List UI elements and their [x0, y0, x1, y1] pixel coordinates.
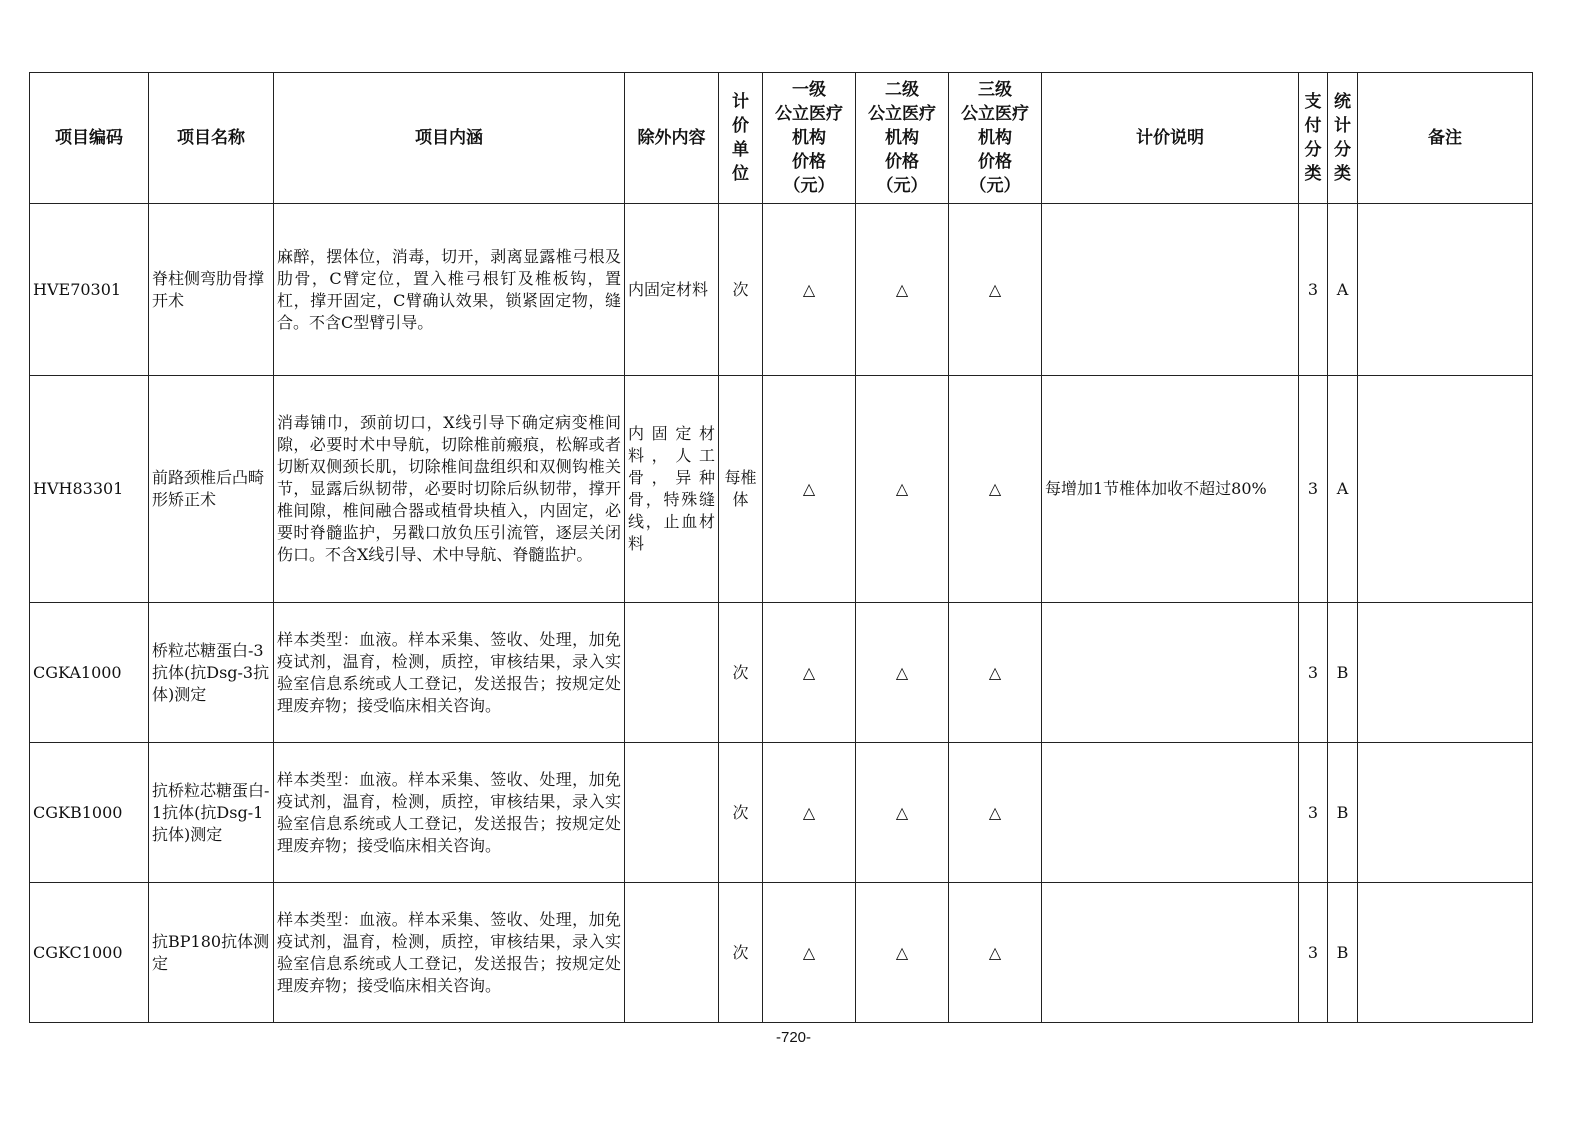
item-stat-class: A: [1328, 376, 1358, 603]
table-row: [30, 376, 1533, 603]
item-level1-price: △: [763, 204, 856, 376]
item-name: 抗BP180抗体测定: [149, 883, 274, 1023]
item-level1-price: △: [763, 376, 856, 603]
header-level1-line: （元）: [783, 176, 835, 196]
header-payment-class-label: 支付分类: [1304, 92, 1322, 184]
item-level1-price: △: [763, 883, 856, 1023]
header-stat-class-label: 统计分类: [1334, 92, 1351, 184]
item-payment-class: 3: [1299, 204, 1328, 376]
header-name: 项目名称: [149, 73, 274, 204]
item-pricing-note: [1042, 743, 1299, 883]
item-code: HVH83301: [30, 376, 149, 603]
item-code: CGKB1000: [30, 743, 149, 883]
header-level1-price: [763, 73, 856, 204]
item-level3-price: △: [949, 743, 1042, 883]
item-name: 桥粒芯糖蛋白-3抗体(抗Dsg-3抗体)测定: [149, 603, 274, 743]
item-level2-price: △: [856, 603, 949, 743]
item-pricing-note: 每增加1节椎体加收不超过80%: [1042, 376, 1299, 603]
item-payment-class: 3: [1299, 883, 1328, 1023]
header-level2-line: 公立医疗: [868, 104, 936, 124]
item-name: 脊柱侧弯肋骨撑开术: [149, 204, 274, 376]
item-content: 样本类型：血液。样本采集、签收、处理，加免疫试剂，温育，检测，质控，审核结果，录入实验室信息系统或人工登记，发送报告；按规定处理废弃物；接受临床相关咨询。: [274, 743, 625, 883]
pricing-table: [29, 72, 1533, 1023]
item-payment-class: 3: [1299, 603, 1328, 743]
header-level3-price: [949, 73, 1042, 204]
header-content: 项目内涵: [274, 73, 625, 204]
item-content: 麻醉，摆体位，消毒，切开，剥离显露椎弓根及肋骨，C臂定位，置入椎弓根钉及椎板钩，置杠，撑开固定，C臂确认效果，锁紧固定物，缝合。不含C型臂引导。: [274, 204, 625, 376]
header-stat-class: [1328, 73, 1358, 204]
item-unit: 次: [719, 603, 763, 743]
header-level1-line: 机构: [792, 128, 826, 148]
item-remarks: [1358, 204, 1533, 376]
header-unit-label: 计价单位: [732, 92, 749, 184]
header-level3-line: 价格: [978, 152, 1012, 172]
item-excluded: 内固定材料，人工骨，异种骨，特殊缝线，止血材料: [625, 376, 719, 603]
item-code: CGKC1000: [30, 883, 149, 1023]
item-unit: 次: [719, 743, 763, 883]
item-unit: 次: [719, 883, 763, 1023]
item-name: 抗桥粒芯糖蛋白-1抗体(抗Dsg-1抗体)测定: [149, 743, 274, 883]
item-content: 样本类型：血液。样本采集、签收、处理，加免疫试剂，温育，检测，质控，审核结果，录入实验室信息系统或人工登记，发送报告；按规定处理废弃物；接受临床相关咨询。: [274, 883, 625, 1023]
item-stat-class: B: [1328, 603, 1358, 743]
item-pricing-note: [1042, 603, 1299, 743]
item-payment-class: 3: [1299, 743, 1328, 883]
header-level3-line: （元）: [969, 176, 1021, 196]
item-stat-class: A: [1328, 204, 1358, 376]
item-remarks: [1358, 743, 1533, 883]
header-level2-price: [856, 73, 949, 204]
item-level2-price: △: [856, 204, 949, 376]
item-content: 样本类型：血液。样本采集、签收、处理，加免疫试剂，温育，检测，质控，审核结果，录入实验室信息系统或人工登记，发送报告；按规定处理废弃物；接受临床相关咨询。: [274, 603, 625, 743]
header-level1-line: 公立医疗: [775, 104, 843, 124]
item-level3-price: △: [949, 883, 1042, 1023]
table-row: [30, 603, 1533, 743]
item-content: 消毒铺巾，颈前切口，X线引导下确定病变椎间隙，必要时术中导航，切除椎前瘢痕，松解或者切断双侧颈长肌，切除椎间盘组织和双侧钩椎关节，显露后纵韧带，必要时切除后纵韧带，撑开椎间隙，椎间融合器或植骨块植入，内固定，必要时脊髓监护，另戳口放负压引流管，逐层关闭伤口。不含X线引导、术中导航、脊髓监护。: [274, 376, 625, 603]
item-unit: 每椎体: [719, 376, 763, 603]
header-row: [30, 73, 1533, 204]
item-excluded: [625, 603, 719, 743]
header-code: 项目编码: [30, 73, 149, 204]
item-pricing-note: [1042, 883, 1299, 1023]
item-level1-price: △: [763, 603, 856, 743]
header-level1-line: 价格: [792, 152, 826, 172]
item-pricing-note: [1042, 204, 1299, 376]
item-remarks: [1358, 603, 1533, 743]
item-level2-price: △: [856, 376, 949, 603]
item-unit: 次: [719, 204, 763, 376]
table-row: [30, 883, 1533, 1023]
item-code: CGKA1000: [30, 603, 149, 743]
table-row: [30, 204, 1533, 376]
header-pricing-note: 计价说明: [1042, 73, 1299, 204]
header-level3-line: 机构: [978, 128, 1012, 148]
page-number: -720-: [775, 1029, 812, 1046]
header-level2-line: 价格: [885, 152, 919, 172]
item-level3-price: △: [949, 376, 1042, 603]
item-excluded: 内固定材料: [625, 204, 719, 376]
header-level2-line: （元）: [876, 176, 928, 196]
header-excluded: 除外内容: [625, 73, 719, 204]
item-level2-price: △: [856, 743, 949, 883]
item-remarks: [1358, 376, 1533, 603]
header-remarks: 备注: [1358, 73, 1533, 204]
item-level1-price: △: [763, 743, 856, 883]
header-level3-line: 公立医疗: [961, 104, 1029, 124]
header-payment-class: [1299, 73, 1328, 204]
table-row: [30, 743, 1533, 883]
header-level2-line: 机构: [885, 128, 919, 148]
item-level2-price: △: [856, 883, 949, 1023]
item-payment-class: 3: [1299, 376, 1328, 603]
item-excluded: [625, 743, 719, 883]
item-excluded: [625, 883, 719, 1023]
item-remarks: [1358, 883, 1533, 1023]
item-stat-class: B: [1328, 743, 1358, 883]
header-level3-line: 三级: [978, 80, 1012, 100]
item-stat-class: B: [1328, 883, 1358, 1023]
item-code: HVE70301: [30, 204, 149, 376]
header-unit: [719, 73, 763, 204]
header-level2-line: 二级: [885, 80, 919, 100]
header-level1-line: 一级: [792, 80, 826, 100]
item-level3-price: △: [949, 204, 1042, 376]
item-name: 前路颈椎后凸畸形矫正术: [149, 376, 274, 603]
item-level3-price: △: [949, 603, 1042, 743]
